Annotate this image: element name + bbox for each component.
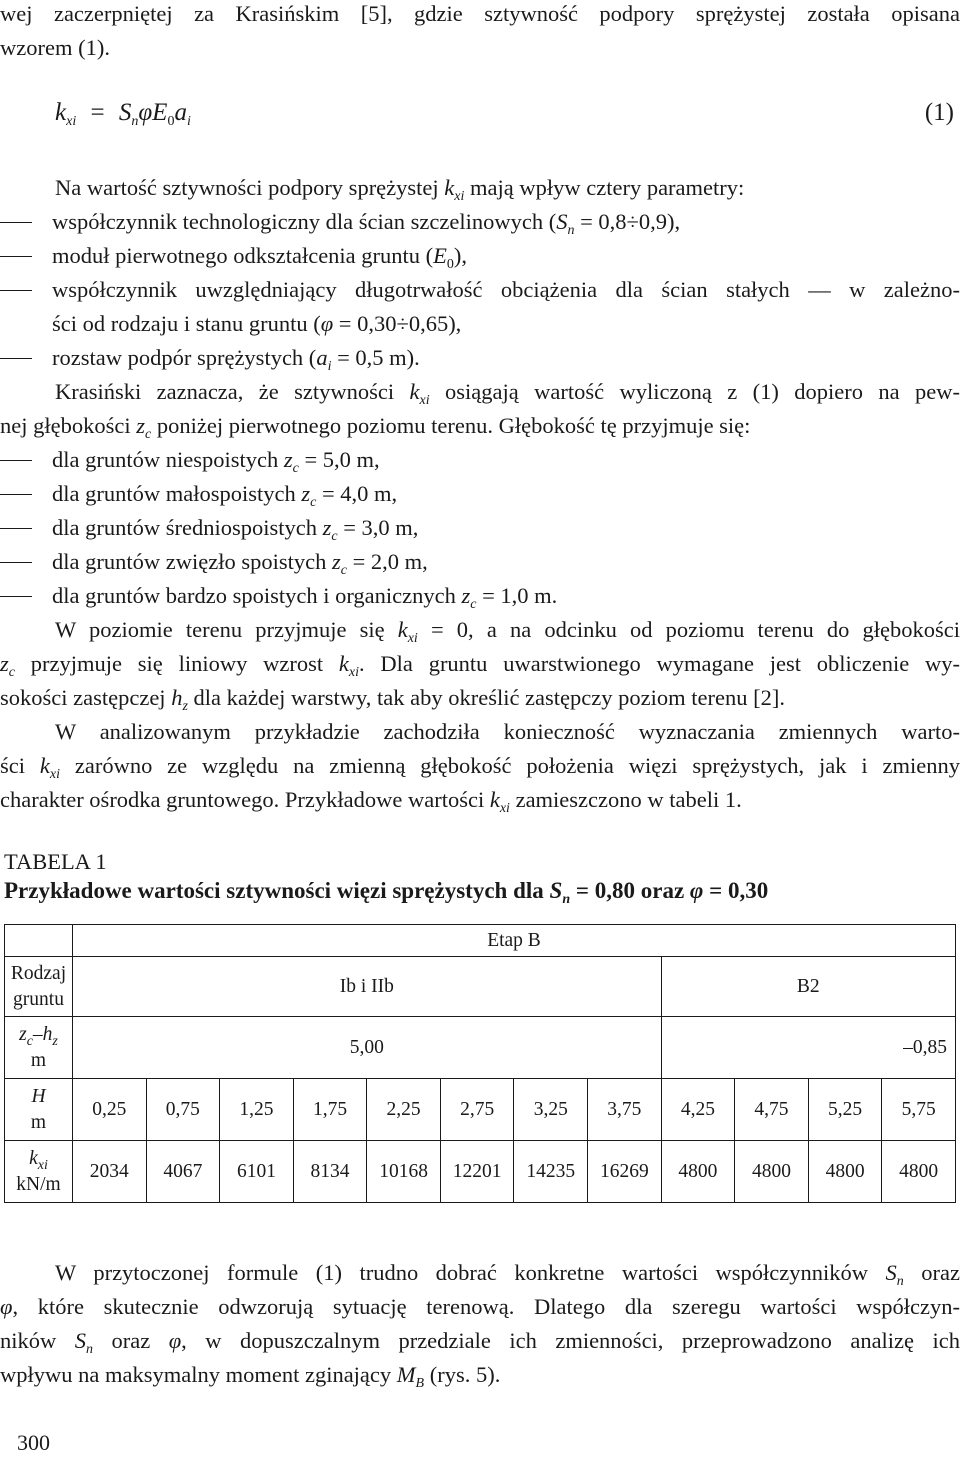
table-cell: 0,25 bbox=[73, 1079, 147, 1141]
table-cell: 1,75 bbox=[293, 1079, 367, 1141]
para1-line: Na wartość sztywności podpory sprężystej $k_{xi}$ mają wpływ cztery parametry: bbox=[55, 175, 745, 204]
dash-bullet bbox=[0, 494, 32, 495]
table-cell: 12201 bbox=[440, 1141, 514, 1203]
para3-line-2: $z_c$ przyjmuje się liniowy wzrost $k_{xi}$. Dla gruntu uwarstwionego wymagane jest obliczenie wy- bbox=[0, 651, 960, 680]
dash-bullet bbox=[0, 290, 32, 291]
table-cell: 6101 bbox=[220, 1141, 294, 1203]
table-row bbox=[5, 957, 956, 1017]
table-cell: 2034 bbox=[73, 1141, 147, 1203]
dash-bullet bbox=[0, 460, 32, 461]
table-cell: 10168 bbox=[367, 1141, 441, 1203]
row-header-kxi: $k_{xi}$ kN/m bbox=[5, 1141, 73, 1203]
table-cell: 3,25 bbox=[514, 1079, 588, 1141]
table-cell: 4,75 bbox=[735, 1079, 809, 1141]
para3-line-1: W poziomie terenu przyjmuje się $k_{xi} = 0$, a na odcinku od poziomu terenu do głębokości bbox=[55, 617, 960, 646]
row-header-zc-hz: $z_c-h_z$ m bbox=[5, 1017, 73, 1079]
para4-line-3: charakter ośrodka gruntowego. Przykładowe wartości $k_{xi}$ zamieszczono w tabeli 1. bbox=[0, 787, 742, 816]
ground-group-2: B2 bbox=[661, 957, 955, 1017]
intro-line-2: wzorem (1). bbox=[0, 35, 110, 60]
table-cell: 4800 bbox=[735, 1141, 809, 1203]
zh-value-2: –0,85 bbox=[661, 1017, 955, 1079]
table-cell: 2,75 bbox=[440, 1079, 514, 1141]
para2-line-1: Krasiński zaznacza, że sztywności $k_{xi}$ osiągają wartość wyliczoną z (1) dopiero na pew- bbox=[55, 379, 960, 408]
ground-group-1: Ib i IIb bbox=[73, 957, 662, 1017]
formula-1: $k_{xi} = S_n\varphi E_0a_i$ (1) bbox=[55, 96, 954, 130]
table-cell: 2,25 bbox=[367, 1079, 441, 1141]
table-cell: 8134 bbox=[293, 1141, 367, 1203]
row-header-H: H m bbox=[5, 1079, 73, 1141]
table-row bbox=[5, 1079, 956, 1141]
equation-number: (1) bbox=[924, 99, 954, 126]
zh-value-1: 5,00 bbox=[73, 1017, 662, 1079]
table-cell: 4800 bbox=[882, 1141, 956, 1203]
table-cell: 14235 bbox=[514, 1141, 588, 1203]
para4-line-2: ści $k_{xi}$ zarówno ze względu na zmienną głębokość położenia więzi sprężystych, jak i zmienny bbox=[0, 753, 960, 782]
table-cell: 3,75 bbox=[588, 1079, 662, 1141]
table-cell: 4,25 bbox=[661, 1079, 735, 1141]
para4-line-1: W analizowanym przykładzie zachodziła konieczność wyznaczania zmiennych warto- bbox=[55, 719, 960, 744]
table-row bbox=[5, 925, 956, 957]
para5-line-4: wpływu na maksymalny moment zginający $M_B$ (rys. 5). bbox=[0, 1362, 501, 1391]
list1-item-continuation: ści od rodzaju i stanu gruntu (φ = 0,30÷0,65), bbox=[52, 311, 462, 336]
stiffness-table bbox=[4, 924, 956, 1203]
dash-bullet bbox=[0, 358, 32, 359]
table-row bbox=[5, 1141, 956, 1203]
table-cell: 4800 bbox=[661, 1141, 735, 1203]
table-cell: 1,25 bbox=[220, 1079, 294, 1141]
table-title: Przykładowe wartości sztywności więzi sprężystych dla $S_n = 0,80$ oraz φ = 0,30 bbox=[4, 878, 769, 907]
dash-bullet bbox=[0, 222, 32, 223]
dash-bullet bbox=[0, 256, 32, 257]
dash-bullet bbox=[0, 562, 32, 563]
table-cell: 16269 bbox=[588, 1141, 662, 1203]
intro-line-1: wej zaczerpniętej za Krasińskim [5], gdzie sztywność podpory sprężystej została opisana bbox=[0, 1, 960, 26]
table-row bbox=[5, 1017, 956, 1079]
para2-line-2: nej głębokości $z_c$ poniżej pierwotnego poziomu terenu. Głębokość tę przyjmuje się: bbox=[0, 413, 751, 442]
dash-bullet bbox=[0, 528, 32, 529]
table-cell: 5,25 bbox=[808, 1079, 882, 1141]
para5-line-3: ników $S_n$ oraz φ, w dopuszczalnym przedziale ich zmienności, przeprowadzono analizę ich bbox=[0, 1328, 960, 1357]
dash-bullet bbox=[0, 596, 32, 597]
table-label: TABELA 1 bbox=[4, 849, 107, 874]
para5-line-2: φ, które skutecznie odwzorują sytuację terenową. Dlatego dla szeregu wartości współczyn- bbox=[0, 1294, 960, 1319]
table-cell: 4067 bbox=[146, 1141, 220, 1203]
row-header-rodzaj: Rodzaj gruntu bbox=[5, 957, 73, 1017]
table-cell-empty bbox=[5, 925, 73, 957]
etap-header: Etap B bbox=[73, 925, 956, 957]
para5-line-1: W przytoczonej formule (1) trudno dobrać konkretne wartości współczynników $S_n$ oraz bbox=[55, 1260, 960, 1289]
para3-line-3: sokości zastępczej $h_z$ dla każdej warstwy, tak aby określić zastępczy poziom terenu [2]. bbox=[0, 685, 785, 714]
page-number: 300 bbox=[17, 1430, 50, 1455]
table-cell: 0,75 bbox=[146, 1079, 220, 1141]
table-cell: 5,75 bbox=[882, 1079, 956, 1141]
table-cell: 4800 bbox=[808, 1141, 882, 1203]
